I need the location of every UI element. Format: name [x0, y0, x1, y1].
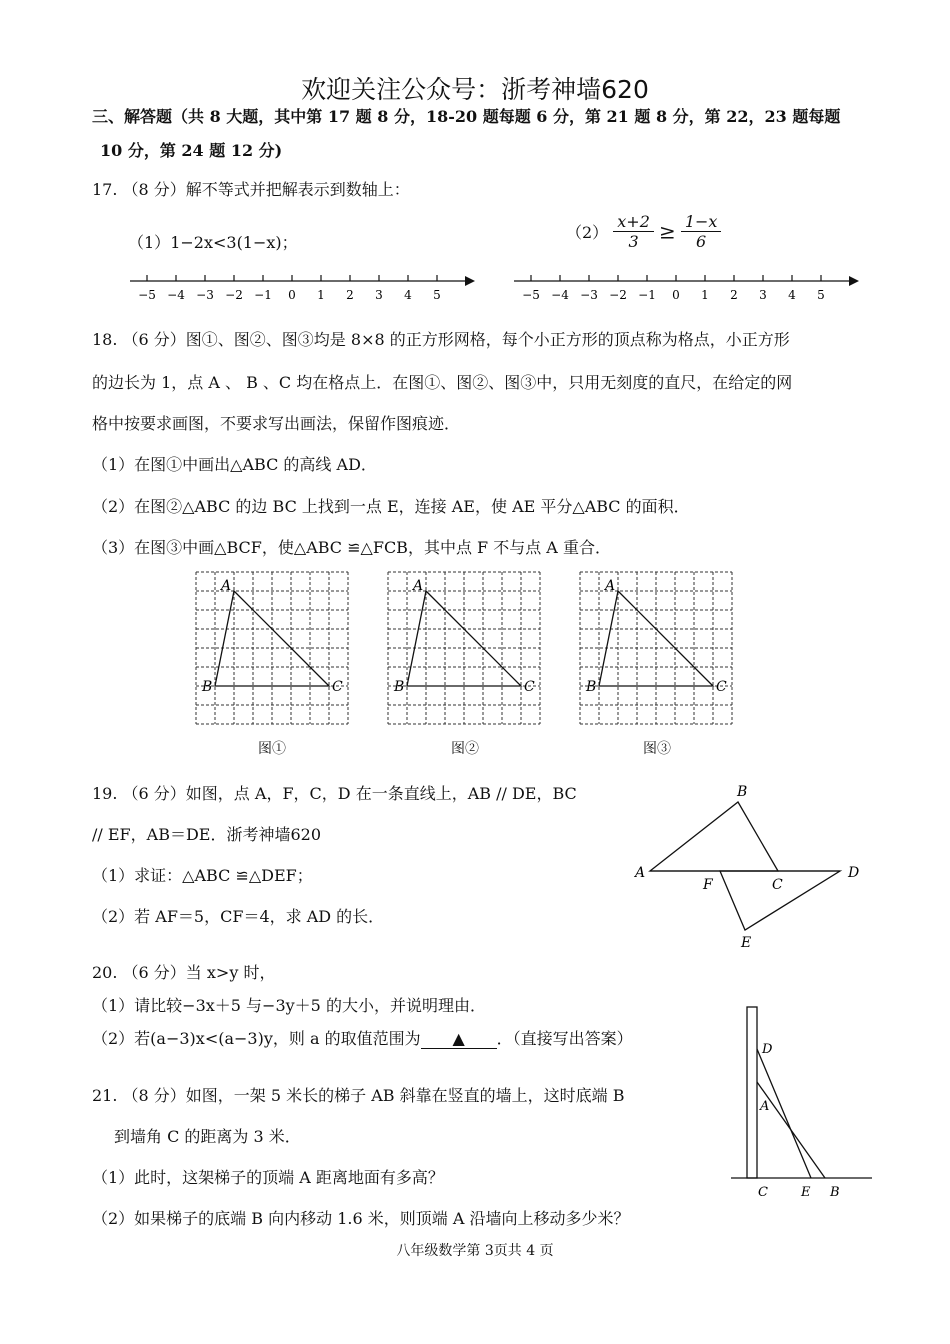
- q18-grid-2-label-a: A: [413, 578, 424, 594]
- q17-left-numerator: x+2: [613, 212, 654, 232]
- q21-wall: [747, 1007, 757, 1178]
- section-title-line2: 10 分，第 24 题 12 分): [100, 141, 283, 160]
- q18-grid-1-label-c: C: [332, 679, 343, 695]
- q18-grid-2-label-b: B: [394, 679, 405, 695]
- q20-part2-text: （2）若(a−3)x<(a−3)y，则 a 的取值范围为: [92, 1029, 421, 1048]
- q17-number-line-2-tick-label: 4: [788, 288, 796, 302]
- q17-number-line-2-tick-label: −2: [609, 288, 627, 302]
- q17-part2-label: （2）: [566, 223, 609, 242]
- q18-part3: （3）在图③中画△BCF，使△ABC ≌△FCB，其中点 F 不与点 A 重合．: [92, 538, 611, 557]
- q21-label-a: A: [760, 1099, 770, 1114]
- q21-label-b: B: [830, 1185, 840, 1200]
- q20-answer-blank[interactable]: ▲: [421, 1029, 497, 1049]
- q17-number-line-1-tick-label: 4: [404, 288, 412, 302]
- q20-line1: 20. （6 分）当 x>y 时，: [92, 963, 276, 982]
- q17-part1-expr: 1−2x<3(1−x)；: [170, 233, 298, 252]
- q17-number-line-2-tick-label: −5: [522, 288, 540, 302]
- q18-caption-2: 图②: [451, 741, 479, 757]
- q18-grid-2-label-c: C: [524, 679, 535, 695]
- q19-label-d: D: [848, 865, 860, 881]
- q17-number-line-2-tick-label: 2: [730, 288, 738, 302]
- q17-inequality-sign: ≥: [658, 219, 676, 244]
- page-footer: 八年级数学第 3页共 4 页: [396, 1243, 554, 1259]
- q17-number-line-1-tick-label: 1: [317, 288, 325, 302]
- q17-stem: 17. （8 分）解不等式并把解表示到数轴上：: [92, 180, 410, 199]
- q19-label-e: E: [741, 935, 752, 951]
- q17-number-line-2-tick-label: −1: [638, 288, 656, 302]
- q19-label-a: A: [635, 865, 646, 881]
- q18-grid-3-label-b: B: [586, 679, 597, 695]
- q21-label-c: C: [758, 1185, 768, 1200]
- q20-part2-suffix: ．（直接写出答案）: [496, 1029, 633, 1048]
- page-header: 欢迎关注公众号：浙考神墙620: [301, 75, 649, 104]
- q21-part1: （1）此时，这架梯子的顶端 A 距离地面有多高？: [92, 1168, 444, 1187]
- q18-grid-1-label-b: B: [202, 679, 213, 695]
- q17-number-line-1-tick-label: −2: [225, 288, 243, 302]
- q20-part1: （1）请比较−3x＋5 与−3y＋5 的大小，并说明理由．: [92, 996, 486, 1015]
- q17-number-line-1-tick-label: 0: [288, 288, 296, 302]
- q17-left-denominator: 3: [628, 232, 639, 251]
- q18-caption-3: 图③: [643, 741, 671, 757]
- q17-number-line-1-tick-label: 3: [375, 288, 383, 302]
- q19-line1: 19. （6 分）如图，点 A，F，C，D 在一条直线上，AB // DE，BC: [92, 784, 577, 803]
- q19-label-f: F: [703, 877, 713, 893]
- q17-number-line-1-tick-label: −5: [138, 288, 156, 302]
- section-title-line1: 三、解答题（共 8 大题，其中第 17 题 8 分，18-20 题每题 6 分，第 21 题 8 分，第 22，23 题每题: [92, 107, 841, 126]
- q18-line1: 18. （6 分）图①、图②、图③均是 8×8 的正方形网格，每个小正方形的顶点称为格点，小正方形: [92, 330, 790, 349]
- q21-label-e: E: [801, 1185, 811, 1200]
- q18-line2: 的边长为 1，点 A 、 B 、C 均在格点上．在图①、图②、图③中，只用无刻度的直尺，在给定的网: [92, 373, 793, 392]
- q19-label-b: B: [737, 784, 748, 800]
- q21-line1: 21. （8 分）如图，一架 5 米长的梯子 AB 斜靠在竖直的墙上，这时底端 B: [92, 1086, 625, 1105]
- q17-number-line-2-tick-label: 3: [759, 288, 767, 302]
- q18-grid-3-label-a: A: [605, 578, 616, 594]
- q21-line2: 到墙角 C 的距离为 3 米．: [114, 1127, 301, 1146]
- q17-right-denominator: 6: [696, 232, 707, 251]
- q18-grid-1-label-a: A: [221, 578, 232, 594]
- q17-number-line-2-tick-label: −3: [580, 288, 598, 302]
- q18-line3: 格中按要求画图，不要求写出画法，保留作图痕迹．: [92, 414, 461, 433]
- q17-right-numerator: 1−x: [681, 212, 722, 232]
- q17-number-line-2-tick-label: 1: [701, 288, 709, 302]
- q17-number-line-2-tick-label: 5: [817, 288, 825, 302]
- q17-number-line-2-tick-label: −4: [551, 288, 569, 302]
- q17-number-line-1-tick-label: 2: [346, 288, 354, 302]
- q17-number-line-1-tick-label: −1: [254, 288, 272, 302]
- q21-part2: （2）如果梯子的底端 B 向内移动 1.6 米，则顶端 A 沿墙向上移动多少米？: [92, 1209, 630, 1228]
- q17-number-line-1-tick-label: 5: [433, 288, 441, 302]
- q17-number-line-2-tick-label: 0: [672, 288, 680, 302]
- q21-label-d: D: [762, 1042, 773, 1057]
- q18-caption-1: 图①: [258, 741, 286, 757]
- q18-part2: （2）在图②△ABC 的边 BC 上找到一点 E，连接 AE，使 AE 平分△ABC 的面积．: [92, 497, 690, 516]
- q18-part1: （1）在图①中画出△ABC 的高线 AD．: [92, 455, 377, 474]
- q19-line2: // EF，AB＝DE．浙考神墙620: [92, 825, 322, 844]
- q18-grid-3-label-c: C: [716, 679, 727, 695]
- q19-part1: （1）求证：△ABC ≌△DEF；: [92, 866, 313, 885]
- q17-number-line-1-tick-label: −4: [167, 288, 185, 302]
- q19-label-c: C: [772, 877, 783, 893]
- q17-part1-label: （1）: [128, 233, 171, 252]
- q19-part2: （2）若 AF＝5，CF＝4，求 AD 的长．: [92, 907, 385, 926]
- q17-number-line-1-tick-label: −3: [196, 288, 214, 302]
